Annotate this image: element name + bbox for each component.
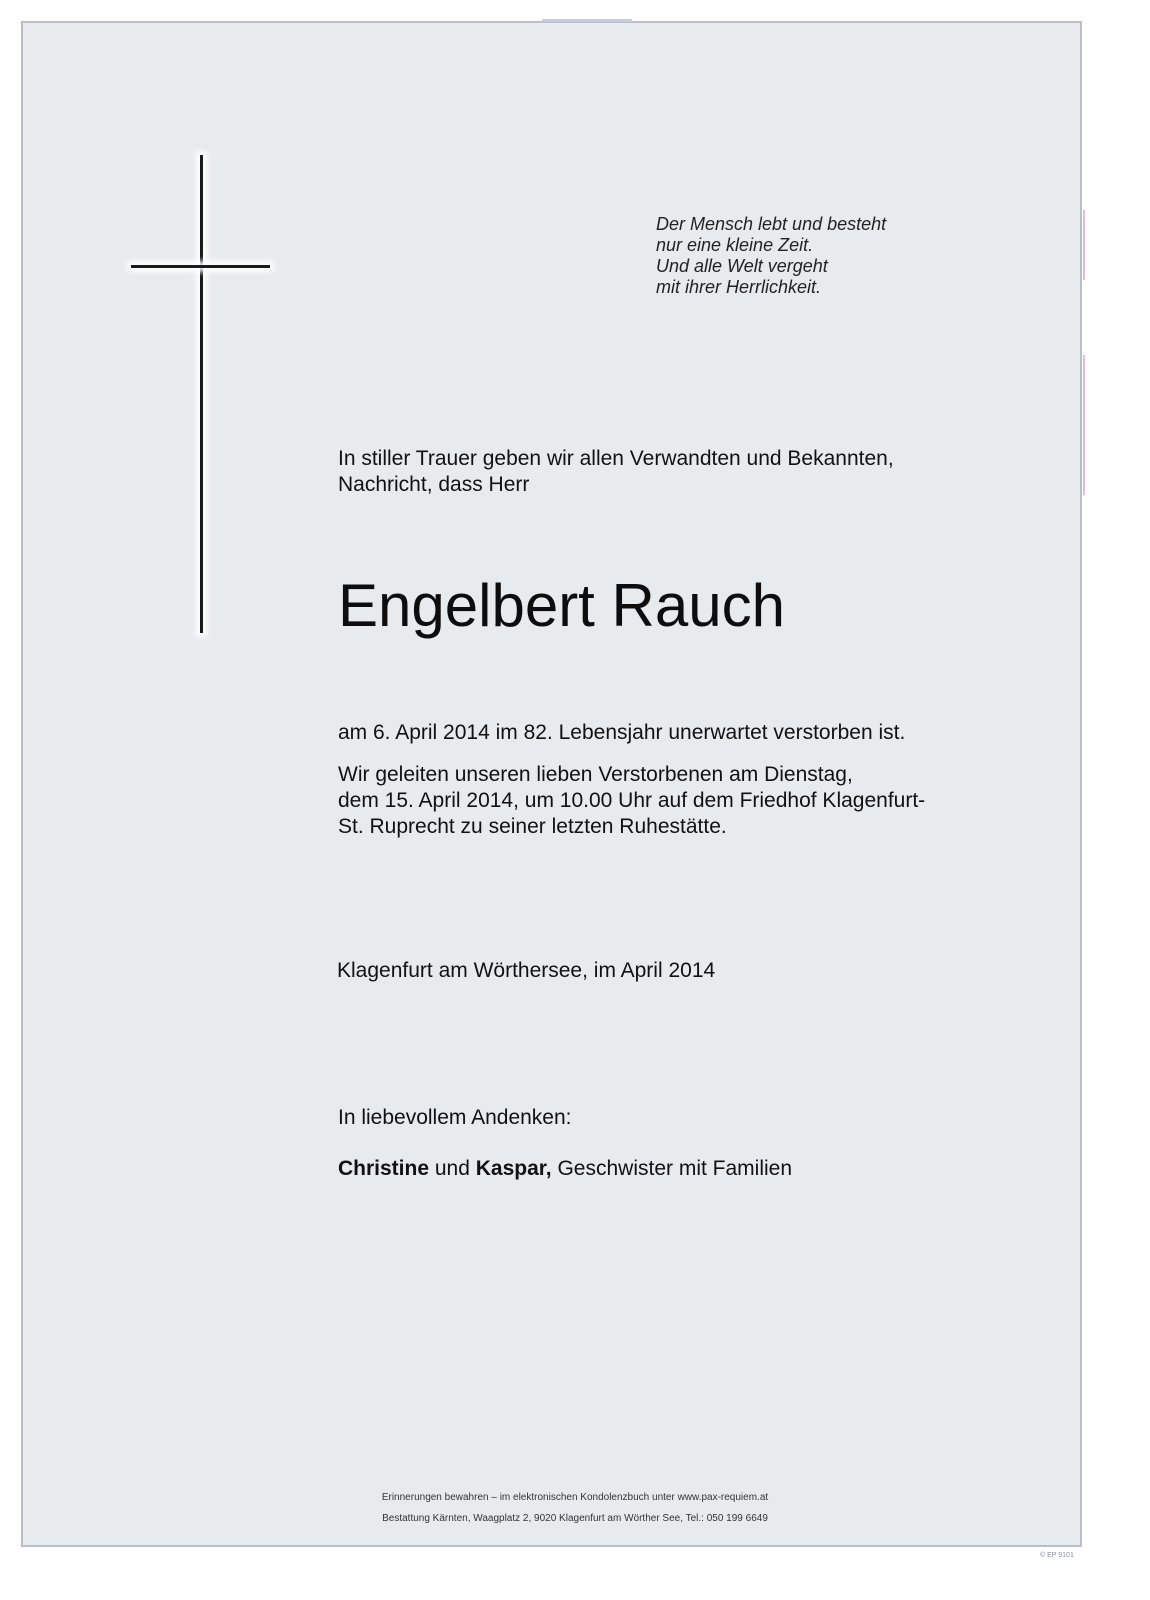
side-color-mark: [1083, 210, 1085, 280]
poem-line: nur eine kleine Zeit.: [656, 235, 814, 255]
intro-text: [338, 446, 894, 498]
footer-address: Bestattung Kärnten, Waagplatz 2, 9020 Klagenfurt am Wörther See, Tel.: 050 199 6649: [382, 1513, 768, 1524]
poem-line: mit ihrer Herrlichkeit.: [656, 277, 822, 297]
funeral-line: dem 15. April 2014, um 10.00 Uhr auf dem Friedhof Klagenfurt-: [338, 789, 926, 812]
cross-horizontal-bar: [131, 265, 270, 268]
poem-verse: [656, 214, 886, 298]
funeral-details: [338, 741, 925, 840]
family-name-1: Christine: [338, 1157, 430, 1180]
funeral-line: St. Ruprecht zu seiner letzten Ruhestätte.: [338, 815, 727, 838]
footer-condolence: Erinnerungen bewahren – im elektronischen Kondolenzbuch unter www.pax-requiem.at: [381, 1492, 769, 1503]
family-line: [338, 1156, 792, 1182]
family-rest: Geschwister mit Familien: [551, 1157, 793, 1180]
poem-line: Und alle Welt vergeht: [656, 256, 828, 276]
poem-line: Der Mensch lebt und besteht: [656, 214, 887, 234]
cross-vertical-bar: [200, 155, 203, 633]
top-color-mark: [542, 19, 632, 22]
side-color-mark: [1083, 355, 1085, 495]
corner-code: © EP 9101: [1040, 1552, 1074, 1559]
intro-line: Nachricht, dass Herr: [338, 473, 530, 496]
family-and: und: [429, 1157, 476, 1180]
funeral-line: Wir geleiten unseren lieben Verstorbenen am Dienstag,: [338, 763, 853, 786]
death-notice: am 6. April 2014 im 82. Lebensjahr unerwartet verstorben ist.: [338, 721, 906, 744]
family-name-2: Kaspar,: [475, 1157, 552, 1180]
memorial-heading: In liebevollem Andenken:: [338, 1106, 572, 1129]
intro-line: In stiller Trauer geben wir allen Verwandten und Bekannten,: [338, 447, 894, 470]
place-date: Klagenfurt am Wörthersee, im April 2014: [337, 959, 716, 982]
deceased-name: Engelbert Rauch: [338, 572, 785, 639]
